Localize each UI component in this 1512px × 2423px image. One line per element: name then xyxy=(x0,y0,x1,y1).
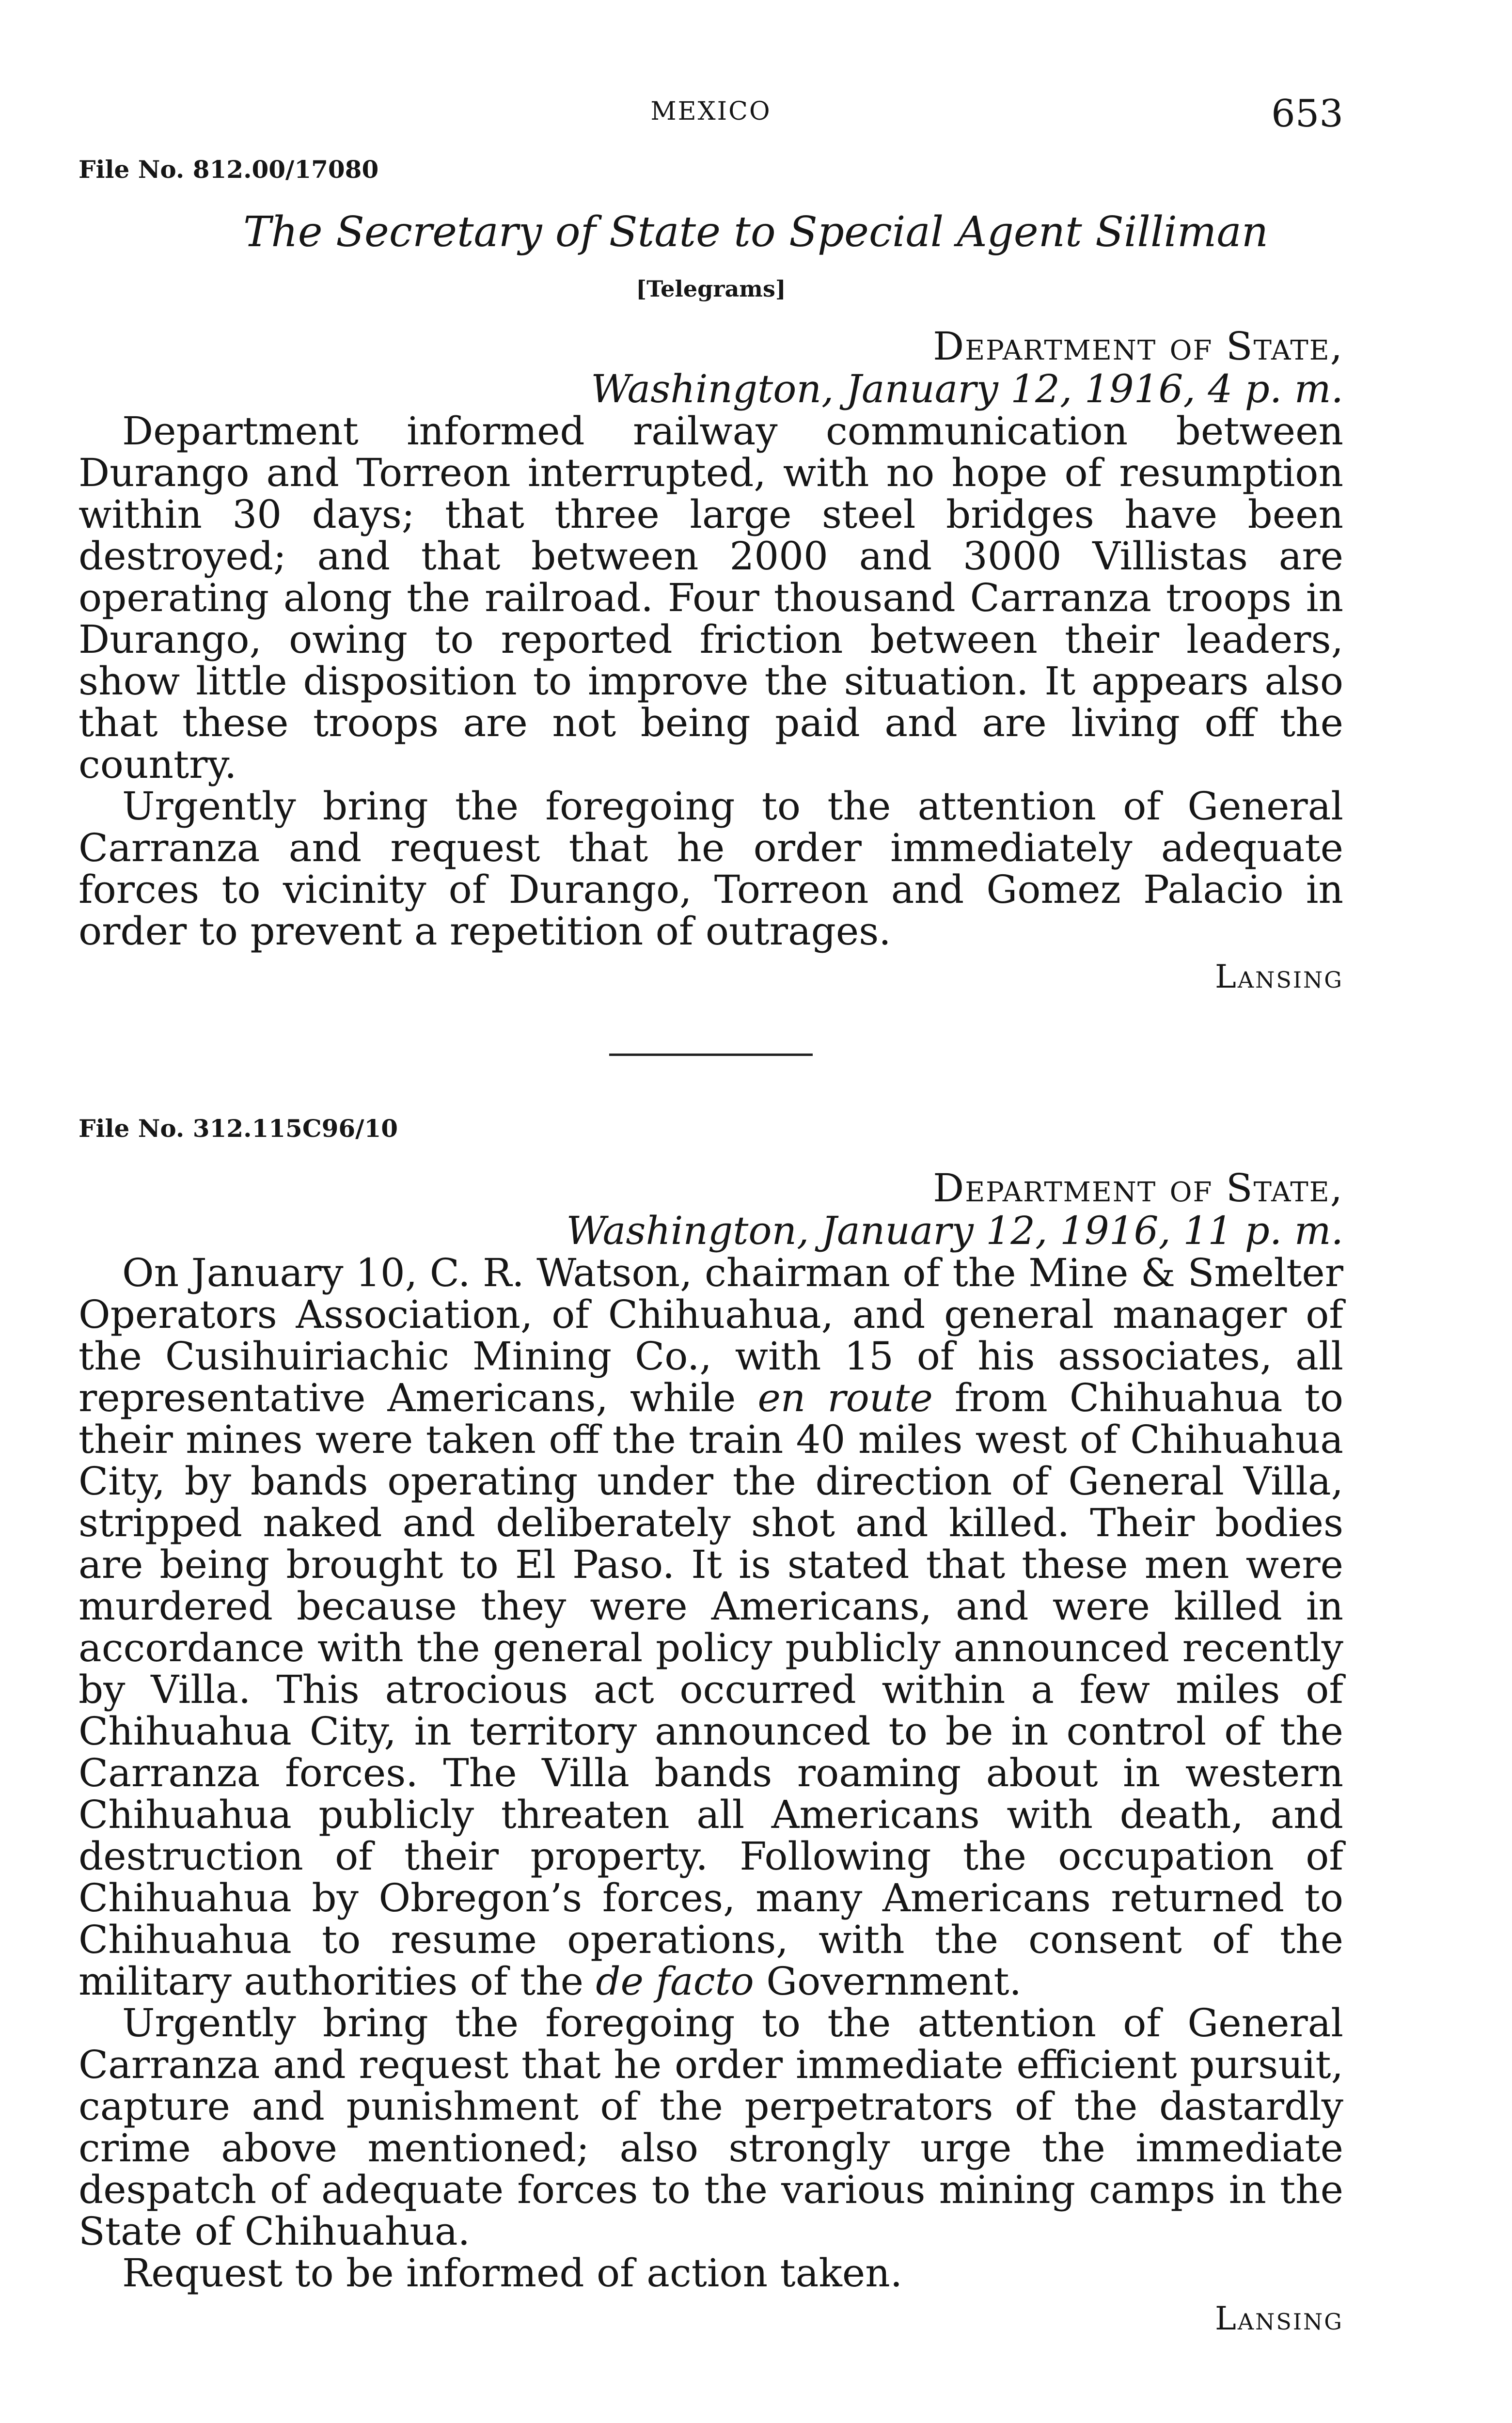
body-paragraph: Urgently bring the foregoing to the attention of General Carranza and request that he order immediate efficient pursuit, capture and punishment of the perpetrators of the dastardly crime above mentioned; also strongly urge the immediate despatch of adequate forces to the various mining camps in the State of Chihuahua. xyxy=(79,2000,1343,2254)
dateline-place-date: Washington, January 12, 1916, 4 p. m. xyxy=(591,366,1343,411)
dateline xyxy=(79,1167,1343,1252)
body-paragraph: Urgently bring the foregoing to the attention of General Carranza and request that he order immediately adequate forces to vicinity of Durango, Torreon and Gomez Palacio in order to prevent a repetition of outrages. xyxy=(79,784,1343,954)
body-paragraph: Department informed railway communication between Durango and Torreon interrupted, with no hope of resumption within 30 days; that three large steel bridges have been destroyed; and that between 2000 and 3000 Villistas are operating along the railroad. Four thousand Carranza troops in Durango, owing to reported friction between their leaders, show little disposition to improve the situation. It appears also that these troops are not being paid and are living off the country. xyxy=(79,409,1343,787)
page-number: 653 xyxy=(1271,92,1343,136)
paragraph-text: On January 10, C. R. Watson, chairman of the Mine & Smelter Operators Association, of Chihuahua, and general manager of the Cusihuiriachic Mining Co., with 15 of his associates, all representative Americans, while xyxy=(79,1250,1343,1420)
file-number: File No. 312.115C96/10 xyxy=(79,1114,398,1143)
dateline-department: Department of State, xyxy=(933,324,1343,369)
document-title: The Secretary of State to Special Agent Silliman xyxy=(243,208,1269,256)
running-head xyxy=(79,92,1343,150)
document-type-label: [Telegrams] xyxy=(636,276,786,302)
dateline-department: Department of State, xyxy=(933,1165,1343,1211)
body-paragraph: Request to be informed of action taken. xyxy=(122,2250,903,2296)
body-paragraph xyxy=(79,1252,1343,2002)
running-head-title: MEXICO xyxy=(650,97,772,126)
italic-phrase: de facto xyxy=(596,1959,754,2004)
paragraph-text: Government. xyxy=(754,1959,1022,2004)
signature: Lansing xyxy=(1215,958,1343,995)
document-page xyxy=(79,92,1344,2337)
paragraph-text: from Chihuahua to their mines were taken off the train 40 miles west of Chihuahua City, by bands operating under the direction of General Villa, stripped naked and deliberately shot and killed. Their bodies are being brought to El Paso. It is stated that these men were murdered because they were Americans, and were killed in accordance with the general policy publicly announced recently by Villa. This atrocious act occurred within a few miles of Chihuahua City, in territory announced to be in control of the Carranza forces. The Villa bands roaming about in western Chihuahua publicly threaten all Americans with death, and destruction of their property. Following the occupation of Chihuahua by Obregon’s forces, many Americans returned to Chihuahua to resume operations, with the consent of the military authorities of the xyxy=(79,1375,1344,2004)
signature: Lansing xyxy=(1215,2300,1343,2337)
italic-phrase: en route xyxy=(757,1375,933,1420)
section-divider xyxy=(609,1054,813,1056)
dateline xyxy=(79,325,1343,410)
dateline-place-date: Washington, January 12, 1916, 11 p. m. xyxy=(566,1208,1343,1253)
file-number: File No. 812.00/17080 xyxy=(79,155,379,184)
